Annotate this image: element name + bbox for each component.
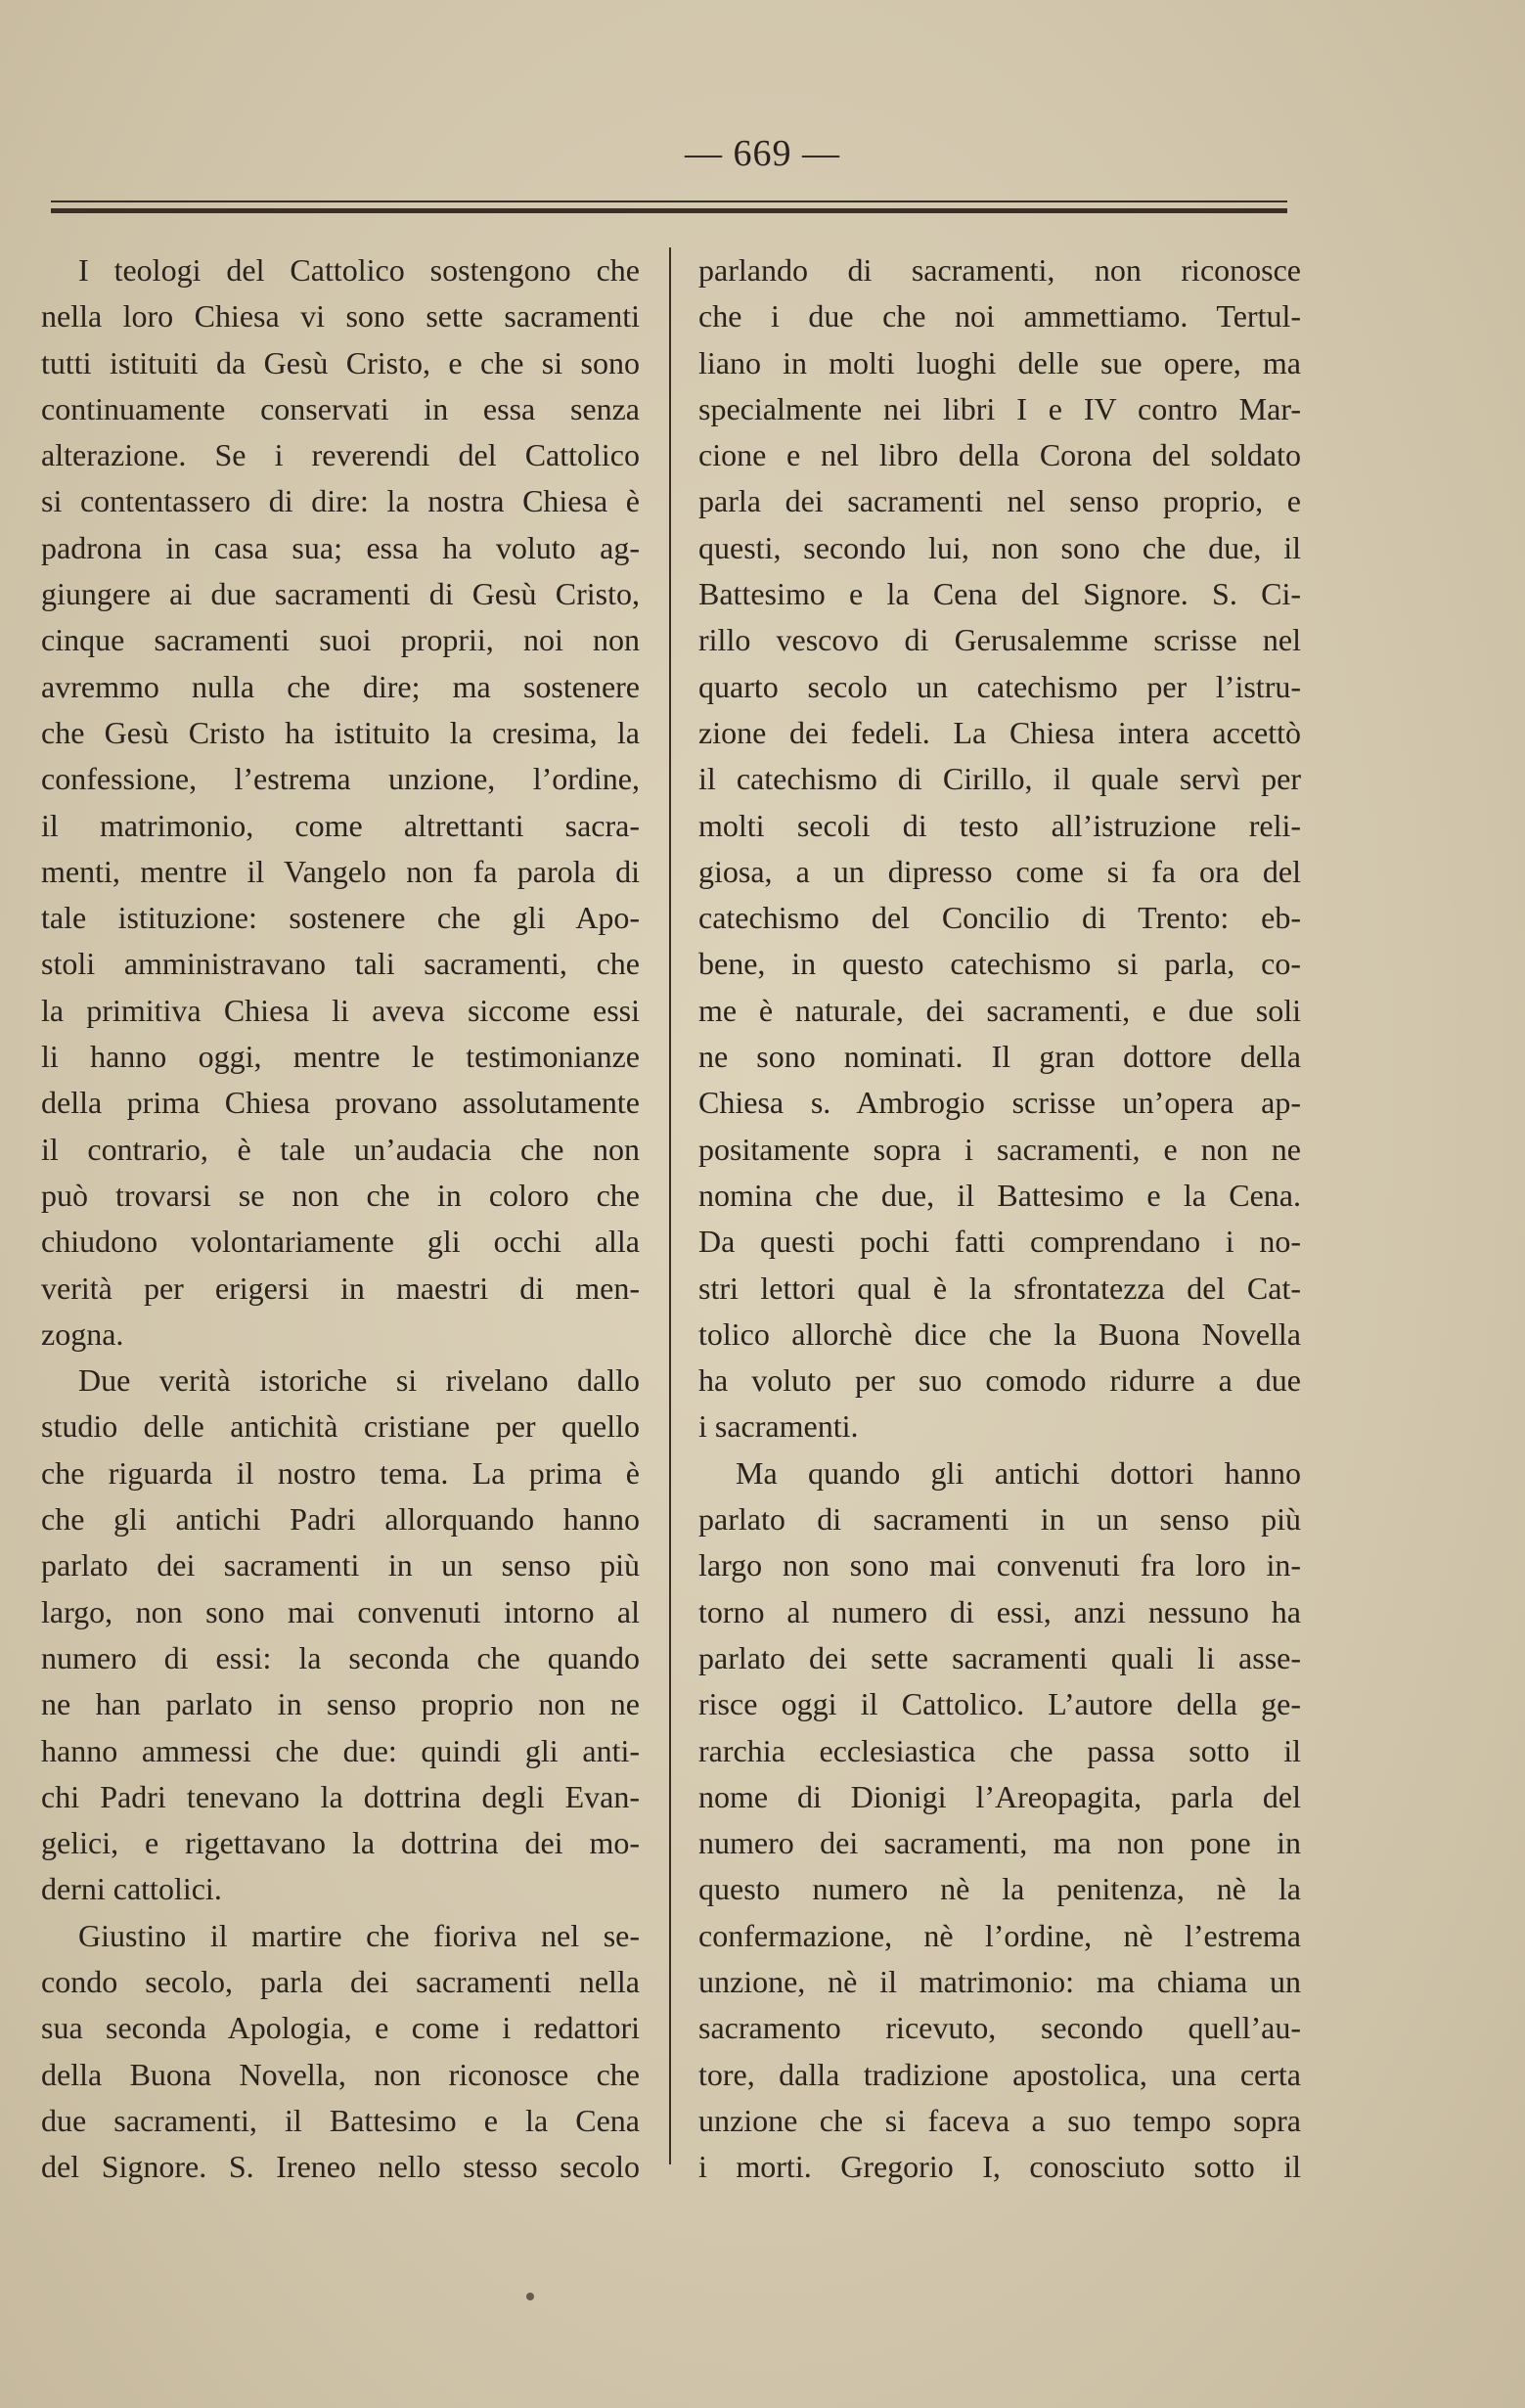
- left-column-line: zogna.: [41, 1315, 124, 1352]
- left-column-line: avremmo nulla che dire; ma sostenere: [41, 668, 640, 704]
- left-column-line: della prima Chiesa provano assolutamente: [41, 1085, 640, 1121]
- left-column-line: giungere ai due sacramenti di Gesù Cristo,: [41, 576, 640, 612]
- ink-speck: [526, 2293, 534, 2300]
- left-column-line: nella loro Chiesa vi sono sette sacramenti: [41, 298, 640, 334]
- left-column-line: sua seconda Apologia, e come i redattori: [41, 2010, 640, 2046]
- left-column-line: confessione, l’estrema unzione, l’ordine,: [41, 761, 640, 797]
- left-column: [41, 247, 640, 2190]
- right-column-line: confermazione, nè l’ordine, nè l’estrema: [698, 1917, 1301, 1953]
- right-column-line: Da questi pochi fatti comprendano i no-: [698, 1224, 1301, 1260]
- left-column-line: gelici, e rigettavano la dottrina dei mo-: [41, 1825, 640, 1861]
- left-column-line: condo secolo, parla dei sacramenti nella: [41, 1963, 640, 1999]
- right-column-line: ha voluto per suo comodo ridurre a due: [698, 1362, 1301, 1399]
- right-column-line: cione e nel libro della Corona del soldato: [698, 437, 1301, 473]
- right-column-line: zione dei fedeli. La Chiesa intera accettò: [698, 714, 1301, 750]
- left-column-line: hanno ammessi che due: quindi gli anti-: [41, 1732, 640, 1768]
- right-column-line: Ma quando gli antichi dottori hanno: [736, 1454, 1301, 1491]
- right-column-line: stri lettori qual è la sfrontatezza del Cat-: [698, 1270, 1301, 1306]
- left-column-line: menti, mentre il Vangelo non fa parola di: [41, 853, 640, 889]
- column-divider: [669, 247, 671, 2164]
- left-column-line: verità per erigersi in maestri di men-: [41, 1270, 640, 1306]
- left-column-line: chiudono volontariamente gli occhi alla: [41, 1224, 640, 1260]
- right-column-line: Battesimo e la Cena del Signore. S. Ci-: [698, 576, 1301, 612]
- left-column-line: padrona in casa sua; essa ha voluto ag-: [41, 529, 640, 565]
- left-column-line: cinque sacramenti suoi proprii, noi non: [41, 622, 640, 658]
- header-rule-thin: [51, 201, 1287, 202]
- right-column-line: molti secoli di testo all’istruzione reli-: [698, 807, 1301, 843]
- left-column-line: del Signore. S. Ireneo nello stesso secolo: [41, 2149, 640, 2185]
- right-column-line: largo non sono mai convenuti fra loro in-: [698, 1547, 1301, 1583]
- left-column-line: stoli amministravano tali sacramenti, che: [41, 946, 640, 982]
- right-column-line: parlato di sacramenti in un senso più: [698, 1501, 1301, 1538]
- left-column-line: tale istituzione: sostenere che gli Apo-: [41, 900, 640, 936]
- left-column-line: li hanno oggi, mentre le testimonianze: [41, 1039, 640, 1075]
- left-column-line: la primitiva Chiesa li aveva siccome essi: [41, 992, 640, 1028]
- right-column-line: me è naturale, dei sacramenti, e due soli: [698, 992, 1301, 1028]
- left-column-line: alterazione. Se i reverendi del Cattolico: [41, 437, 640, 473]
- left-column-line: che Gesù Cristo ha istituito la cresima, la: [41, 714, 640, 750]
- left-column-line: che gli antichi Padri allorquando hanno: [41, 1501, 640, 1538]
- right-column-line: unzione che si faceva a suo tempo sopra: [698, 2102, 1301, 2138]
- right-column-line: catechismo del Concilio di Trento: eb-: [698, 900, 1301, 936]
- right-column-line: unzione, nè il matrimonio: ma chiama un: [698, 1963, 1301, 1999]
- left-column-line: continuamente conservati in essa senza: [41, 390, 640, 426]
- right-column-line: il catechismo di Cirillo, il quale servì per: [698, 761, 1301, 797]
- right-column-line: ne sono nominati. Il gran dottore della: [698, 1039, 1301, 1075]
- right-column-line: rillo vescovo di Gerusalemme scrisse nel: [698, 622, 1301, 658]
- right-column-line: nome di Dionigi l’Areopagita, parla del: [698, 1778, 1301, 1814]
- right-column-line: i sacramenti.: [698, 1408, 859, 1445]
- left-column-line: il matrimonio, come altrettanti sacra-: [41, 807, 640, 843]
- left-column-line: due sacramenti, il Battesimo e la Cena: [41, 2102, 640, 2138]
- left-column-line: si contentassero di dire: la nostra Chiesa è: [41, 483, 640, 519]
- left-column-line: il contrario, è tale un’audacia che non: [41, 1131, 640, 1167]
- left-column-line: largo, non sono mai convenuti intorno al: [41, 1593, 640, 1629]
- right-column-line: questi, secondo lui, non sono che due, il: [698, 529, 1301, 565]
- left-column-line: derni cattolici.: [41, 1871, 222, 1907]
- left-column-line: può trovarsi se non che in coloro che: [41, 1177, 640, 1213]
- right-column-line: nomina che due, il Battesimo e la Cena.: [698, 1177, 1301, 1213]
- right-column-line: quarto secolo un catechismo per l’istru-: [698, 668, 1301, 704]
- right-column-line: bene, in questo catechismo si parla, co-: [698, 946, 1301, 982]
- right-column-line: rarchia ecclesiastica che passa sotto il: [698, 1732, 1301, 1768]
- left-column-line: numero di essi: la seconda che quando: [41, 1639, 640, 1675]
- left-column-line: Due verità istoriche si rivelano dallo: [78, 1362, 640, 1399]
- right-column-line: che i due che noi ammettiamo. Tertul-: [698, 298, 1301, 334]
- right-column-line: questo numero nè la penitenza, nè la: [698, 1871, 1301, 1907]
- right-column-line: risce oggi il Cattolico. L’autore della ge-: [698, 1686, 1301, 1722]
- right-column-line: tore, dalla tradizione apostolica, una certa: [698, 2056, 1301, 2092]
- right-column-line: Chiesa s. Ambrogio scrisse un’opera ap-: [698, 1085, 1301, 1121]
- left-column-line: studio delle antichità cristiane per quello: [41, 1408, 640, 1445]
- left-column-line: chi Padri tenevano la dottrina degli Evan-: [41, 1778, 640, 1814]
- right-column-line: liano in molti luoghi delle sue opere, ma: [698, 344, 1301, 380]
- right-column-line: positamente sopra i sacramenti, e non ne: [698, 1131, 1301, 1167]
- right-column-line: numero dei sacramenti, ma non pone in: [698, 1825, 1301, 1861]
- page-number: — 669 —: [685, 133, 840, 174]
- left-column-line: che riguarda il nostro tema. La prima è: [41, 1454, 640, 1491]
- right-column-line: specialmente nei libri I e IV contro Mar-: [698, 390, 1301, 426]
- right-column-line: torno al numero di essi, anzi nessuno ha: [698, 1593, 1301, 1629]
- right-column-line: sacramento ricevuto, secondo quell’au-: [698, 2010, 1301, 2046]
- right-column-line: parla dei sacramenti nel senso proprio, e: [698, 483, 1301, 519]
- right-column-line: i morti. Gregorio I, conosciuto sotto il: [698, 2149, 1301, 2185]
- right-column-line: parlando di sacramenti, non riconosce: [698, 252, 1301, 288]
- right-column-line: parlato dei sette sacramenti quali li asse-: [698, 1639, 1301, 1675]
- left-column-line: tutti istituiti da Gesù Cristo, e che si sono: [41, 344, 640, 380]
- left-column-line: Giustino il martire che fioriva nel se-: [78, 1917, 640, 1953]
- left-column-line: della Buona Novella, non riconosce che: [41, 2056, 640, 2092]
- right-column-line: giosa, a un dipresso come si fa ora del: [698, 853, 1301, 889]
- right-column: [698, 247, 1301, 2190]
- header-rule-thick: [51, 208, 1287, 213]
- right-column-line: tolico allorchè dice che la Buona Novella: [698, 1315, 1301, 1352]
- left-column-line: ne han parlato in senso proprio non ne: [41, 1686, 640, 1722]
- left-column-line: parlato dei sacramenti in un senso più: [41, 1547, 640, 1583]
- left-column-line: I teologi del Cattolico sostengono che: [78, 252, 640, 288]
